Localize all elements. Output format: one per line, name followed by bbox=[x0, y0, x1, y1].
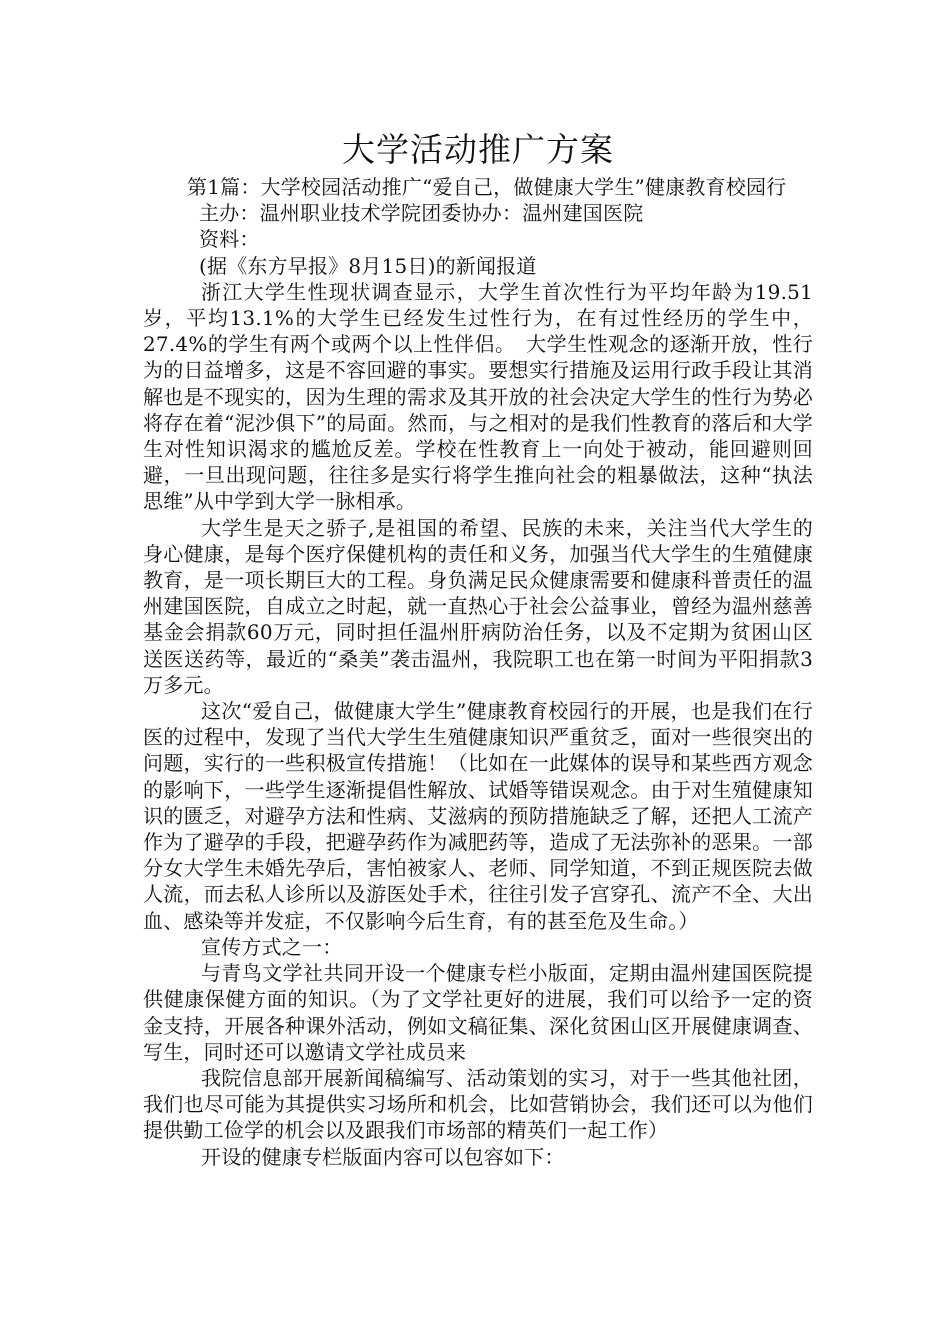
body-paragraph: 我院信息部开展新闻稿编写、活动策划的实习，对于一些其他社团，我们也尽可能为其提供实习场所和机会，比如营销协会，我们还可以为他们提供勤工俭学的机会以及跟我们市场部的精英们一起工作） bbox=[143, 1065, 813, 1143]
chapter-heading: 第1篇：大学校园活动推广“爱自己，做健康大学生”健康教育校园行 bbox=[187, 175, 787, 199]
body-paragraph: 与青鸟文学社共同开设一个健康专栏小版面，定期由温州建国医院提供健康保健方面的知识。（为了文学社更好的进展，我们可以给予一定的资金支持，开展各种课外活动，例如文稿征集、深化贫困山区开展健康调查、写生，同时还可以邀请文学社成员来 bbox=[143, 961, 813, 1064]
body-paragraph: 浙江大学生性现状调查显示，大学生首次性行为平均年龄为19.51岁，平均13.1%的大学生已经发生过性行为，在有过性经历的学生中，27.4%的学生有两个或两个以上性伴侣。 大学生性观念的逐渐开放，性行为的日益增多，这是不容回避的事实。要想实行措施及运用行政手段让其消解也是不现实的，因为生理的需求及其开放的社会决定大学生的性行为势必将存在着“泥沙俱下”的局面。然而，与之相对的是我们性教育的落后和大学生对性知识渴求的尴尬反差。学校在性教育上一向处于被动，能回避则回避，一旦出现问题，往往多是实行将学生推向社会的粗暴做法，这种“执法思维”从中学到大学一脉相承。 bbox=[143, 279, 813, 514]
body-paragraph: 开设的健康专栏版面内容可以包容如下： bbox=[201, 1144, 565, 1169]
news-source-line: (据《东方早报》8月15日)的新闻报道 bbox=[199, 253, 537, 278]
body-paragraph: 这次“爱自己，做健康大学生”健康教育校园行的开展，也是我们在行医的过程中，发现了当代大学生生殖健康知识严重贫乏，面对一些很突出的问题，实行的一些积极宣传措施！（比如在一此媒体的误导和某些西方观念的影响下，一些学生逐渐提倡性解放、试婚等错误观念。由于对生殖健康知识的匮乏，对避孕方法和性病、艾滋病的预防措施缺乏了解，还把人工流产作为了避孕的手段，把避孕药作为减肥药等，造成了无法弥补的恶果。一部分女大学生未婚先孕后，害怕被家人、老师、同学知道，不到正规医院去做人流，而去私人诊所以及游医处手术，往往引发子宫穿孔、流产不全、大出血、感染等并发症，不仅影响今后生育，有的甚至危及生命。） bbox=[143, 699, 813, 933]
section-heading: 宣传方式之一： bbox=[201, 934, 343, 959]
materials-label: 资料： bbox=[199, 227, 260, 252]
document-page bbox=[143, 128, 813, 1170]
document-title: 大学活动推广方案 bbox=[342, 130, 614, 169]
organizer-line: 主办：温州职业技术学院团委协办：温州建国医院 bbox=[199, 201, 644, 226]
body-paragraph: 大学生是天之骄子,是祖国的希望、民族的未来，关注当代大学生的身心健康，是每个医疗保健机构的责任和义务，加强当代大学生的生殖健康教育，是一项长期巨大的工程。身负满足民众健康需要和健康科普责任的温州建国医院，自成立之时起，就一直热心于社会公益事业，曾经为温州慈善基金会捐款60万元，同时担任温州肝病防治任务，以及不定期为贫困山区送医送药等，最近的“桑美”袭击温州，我院职工也在第一时间为平阳捐款3万多元。 bbox=[143, 515, 813, 697]
